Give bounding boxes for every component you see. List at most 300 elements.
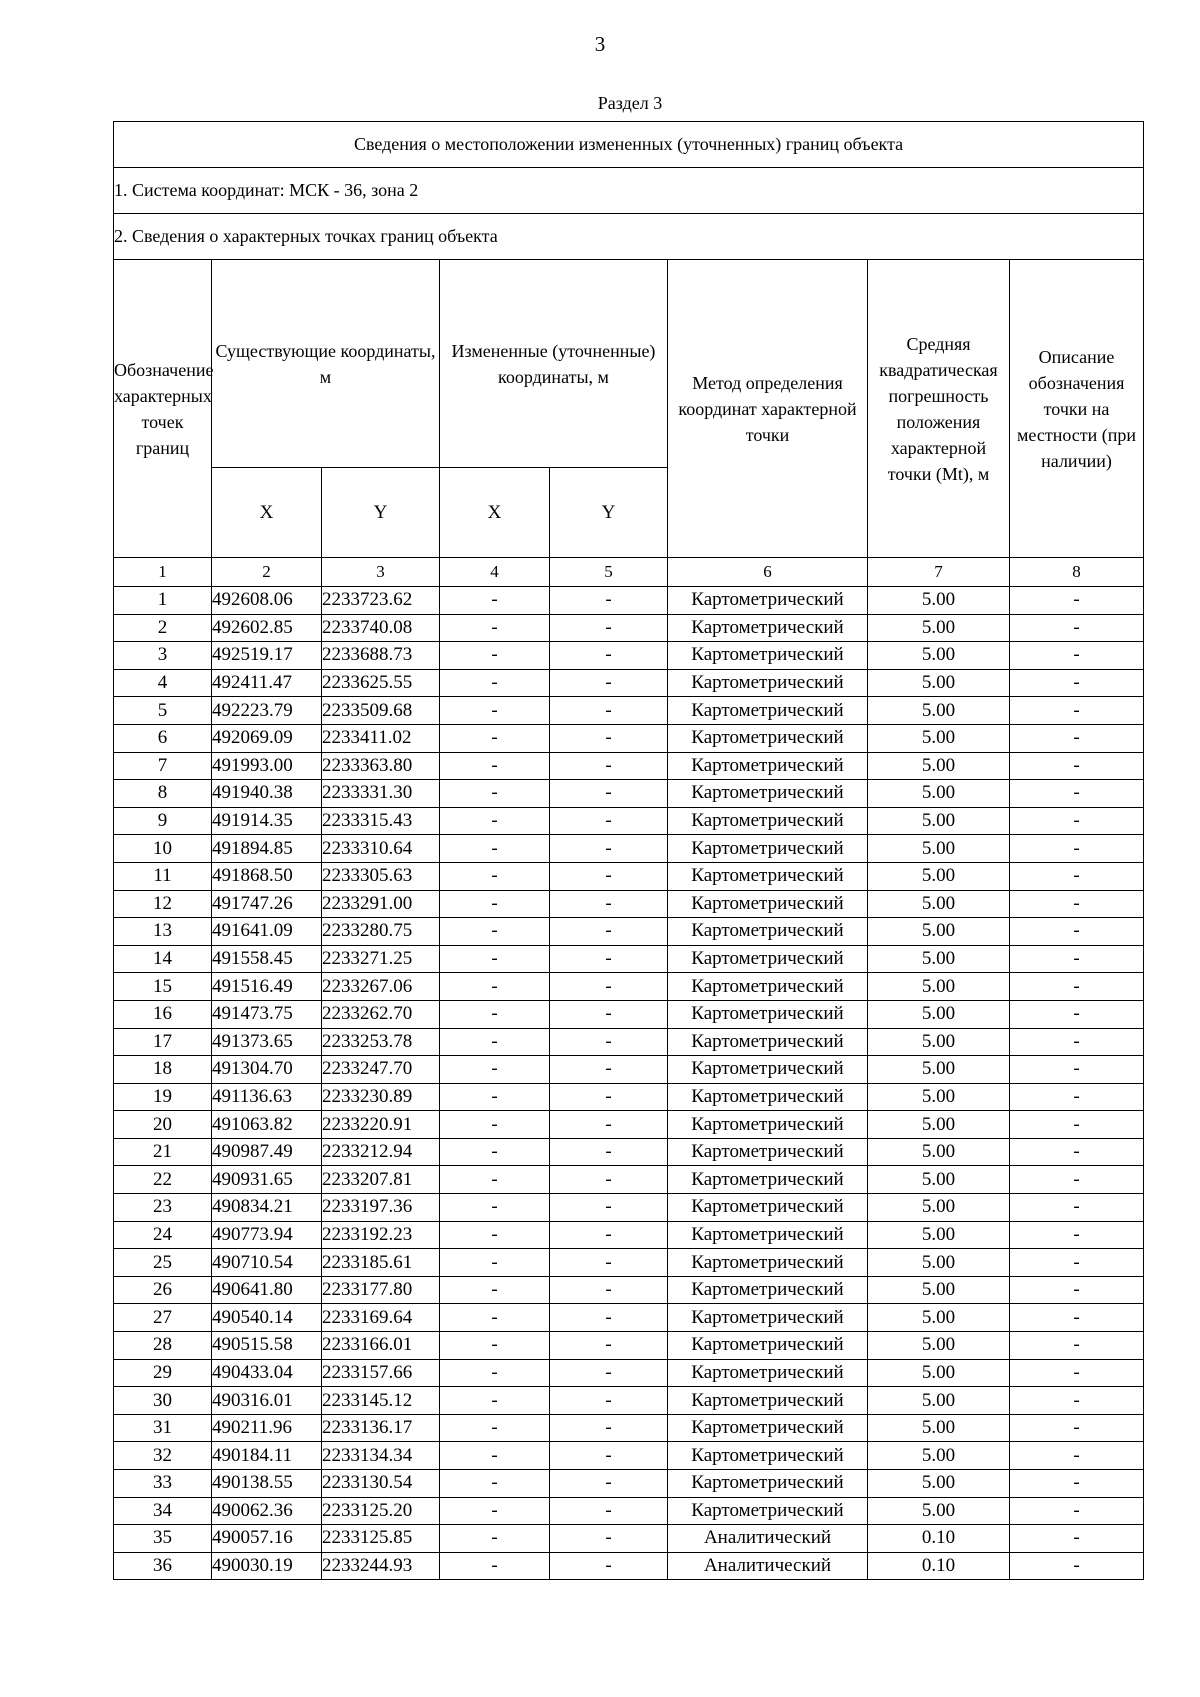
cell-existing-y: 2233271.25 bbox=[322, 945, 440, 973]
cell-point-number: 29 bbox=[114, 1359, 212, 1387]
cell-existing-x: 492608.06 bbox=[212, 587, 322, 615]
cell-changed-x: - bbox=[440, 1552, 550, 1580]
cell-description: - bbox=[1010, 614, 1144, 642]
cell-mean-error: 5.00 bbox=[868, 973, 1010, 1001]
cell-description: - bbox=[1010, 752, 1144, 780]
page-number: 3 bbox=[594, 32, 606, 56]
cell-changed-y: - bbox=[550, 1497, 668, 1525]
table-row bbox=[114, 835, 1144, 863]
cell-method: Картометрический bbox=[668, 1083, 868, 1111]
header-changed-coordinates: Измененные (уточненные) координаты, м bbox=[440, 260, 668, 468]
cell-existing-y: 2233411.02 bbox=[322, 724, 440, 752]
cell-method: Картометрический bbox=[668, 862, 868, 890]
table-row bbox=[114, 973, 1144, 1001]
cell-mean-error: 5.00 bbox=[868, 807, 1010, 835]
cell-changed-x: - bbox=[440, 945, 550, 973]
cell-changed-x: - bbox=[440, 918, 550, 946]
cell-changed-x: - bbox=[440, 835, 550, 863]
cell-changed-x: - bbox=[440, 973, 550, 1001]
cell-changed-y: - bbox=[550, 587, 668, 615]
cell-changed-x: - bbox=[440, 587, 550, 615]
cell-point-number: 15 bbox=[114, 973, 212, 1001]
cell-description: - bbox=[1010, 1442, 1144, 1470]
table-row bbox=[114, 1276, 1144, 1304]
cell-mean-error: 5.00 bbox=[868, 642, 1010, 670]
cell-changed-x: - bbox=[440, 1414, 550, 1442]
cell-description: - bbox=[1010, 835, 1144, 863]
cell-changed-y: - bbox=[550, 973, 668, 1001]
cell-description: - bbox=[1010, 1221, 1144, 1249]
cell-changed-y: - bbox=[550, 1221, 668, 1249]
cell-method: Картометрический bbox=[668, 1414, 868, 1442]
cell-changed-y: - bbox=[550, 1194, 668, 1222]
header-row-1 bbox=[114, 260, 1144, 468]
cell-existing-y: 2233247.70 bbox=[322, 1056, 440, 1084]
cell-method: Картометрический bbox=[668, 752, 868, 780]
cell-mean-error: 5.00 bbox=[868, 1166, 1010, 1194]
cell-changed-y: - bbox=[550, 752, 668, 780]
cell-existing-y: 2233192.23 bbox=[322, 1221, 440, 1249]
cell-changed-y: - bbox=[550, 669, 668, 697]
table-row bbox=[114, 1304, 1144, 1332]
table-row bbox=[114, 614, 1144, 642]
cell-point-number: 18 bbox=[114, 1056, 212, 1084]
cell-method: Картометрический bbox=[668, 724, 868, 752]
cell-point-number: 11 bbox=[114, 862, 212, 890]
cell-description: - bbox=[1010, 724, 1144, 752]
cell-point-number: 34 bbox=[114, 1497, 212, 1525]
cell-changed-y: - bbox=[550, 1470, 668, 1498]
cell-point-number: 32 bbox=[114, 1442, 212, 1470]
cell-existing-y: 2233253.78 bbox=[322, 1028, 440, 1056]
cell-changed-x: - bbox=[440, 1166, 550, 1194]
column-numbers-row bbox=[114, 558, 1144, 587]
cell-existing-x: 490316.01 bbox=[212, 1387, 322, 1415]
cell-description: - bbox=[1010, 1166, 1144, 1194]
cell-changed-x: - bbox=[440, 1470, 550, 1498]
cell-description: - bbox=[1010, 1138, 1144, 1166]
cell-mean-error: 5.00 bbox=[868, 587, 1010, 615]
cell-description: - bbox=[1010, 1470, 1144, 1498]
cell-existing-x: 491940.38 bbox=[212, 780, 322, 808]
cell-existing-x: 490057.16 bbox=[212, 1525, 322, 1553]
cell-changed-x: - bbox=[440, 1525, 550, 1553]
cell-mean-error: 0.10 bbox=[868, 1552, 1010, 1580]
cell-existing-y: 2233262.70 bbox=[322, 1000, 440, 1028]
cell-existing-x: 490515.58 bbox=[212, 1332, 322, 1360]
cell-existing-x: 492519.17 bbox=[212, 642, 322, 670]
cell-description: - bbox=[1010, 918, 1144, 946]
cell-changed-x: - bbox=[440, 862, 550, 890]
cell-point-number: 2 bbox=[114, 614, 212, 642]
cell-method: Картометрический bbox=[668, 669, 868, 697]
cell-method: Картометрический bbox=[668, 1166, 868, 1194]
cell-point-number: 33 bbox=[114, 1470, 212, 1498]
header-existing-x: X bbox=[212, 468, 322, 558]
cell-existing-x: 492602.85 bbox=[212, 614, 322, 642]
cell-mean-error: 5.00 bbox=[868, 918, 1010, 946]
cell-existing-y: 2233157.66 bbox=[322, 1359, 440, 1387]
cell-existing-x: 490641.80 bbox=[212, 1276, 322, 1304]
cell-existing-y: 2233305.63 bbox=[322, 862, 440, 890]
cell-method: Картометрический bbox=[668, 587, 868, 615]
cell-mean-error: 5.00 bbox=[868, 1083, 1010, 1111]
cell-existing-y: 2233509.68 bbox=[322, 697, 440, 725]
cell-method: Картометрический bbox=[668, 1359, 868, 1387]
cell-method: Картометрический bbox=[668, 1276, 868, 1304]
cell-changed-y: - bbox=[550, 697, 668, 725]
cell-description: - bbox=[1010, 807, 1144, 835]
cell-point-number: 7 bbox=[114, 752, 212, 780]
cell-mean-error: 0.10 bbox=[868, 1525, 1010, 1553]
cell-existing-y: 2233125.20 bbox=[322, 1497, 440, 1525]
cell-mean-error: 5.00 bbox=[868, 1304, 1010, 1332]
table-title: Сведения о местоположении измененных (уточненных) границ объекта bbox=[114, 122, 1144, 168]
cell-changed-x: - bbox=[440, 1276, 550, 1304]
header-changed-y: Y bbox=[550, 468, 668, 558]
cell-changed-y: - bbox=[550, 918, 668, 946]
table-row bbox=[114, 1111, 1144, 1139]
table-row bbox=[114, 1000, 1144, 1028]
cell-changed-x: - bbox=[440, 1138, 550, 1166]
table-row bbox=[114, 1387, 1144, 1415]
cell-changed-y: - bbox=[550, 1083, 668, 1111]
table-row bbox=[114, 890, 1144, 918]
cell-description: - bbox=[1010, 1332, 1144, 1360]
cell-existing-x: 491993.00 bbox=[212, 752, 322, 780]
table-row bbox=[114, 1497, 1144, 1525]
table-row bbox=[114, 807, 1144, 835]
cell-existing-y: 2233723.62 bbox=[322, 587, 440, 615]
cell-point-number: 25 bbox=[114, 1249, 212, 1277]
points-heading-row bbox=[114, 214, 1144, 260]
table-row bbox=[114, 1442, 1144, 1470]
cell-changed-y: - bbox=[550, 835, 668, 863]
cell-existing-x: 490834.21 bbox=[212, 1194, 322, 1222]
table-row bbox=[114, 862, 1144, 890]
table-row bbox=[114, 1414, 1144, 1442]
cell-mean-error: 5.00 bbox=[868, 1442, 1010, 1470]
table-row bbox=[114, 724, 1144, 752]
cell-existing-x: 491063.82 bbox=[212, 1111, 322, 1139]
cell-changed-y: - bbox=[550, 724, 668, 752]
cell-existing-x: 491136.63 bbox=[212, 1083, 322, 1111]
cell-point-number: 5 bbox=[114, 697, 212, 725]
cell-method: Картометрический bbox=[668, 890, 868, 918]
column-number: 5 bbox=[550, 558, 668, 587]
cell-point-number: 16 bbox=[114, 1000, 212, 1028]
cell-method: Картометрический bbox=[668, 780, 868, 808]
cell-changed-x: - bbox=[440, 890, 550, 918]
cell-description: - bbox=[1010, 1111, 1144, 1139]
table-row bbox=[114, 1028, 1144, 1056]
cell-existing-x: 490773.94 bbox=[212, 1221, 322, 1249]
cell-point-number: 21 bbox=[114, 1138, 212, 1166]
cell-existing-x: 491516.49 bbox=[212, 973, 322, 1001]
cell-mean-error: 5.00 bbox=[868, 1332, 1010, 1360]
cell-existing-x: 491914.35 bbox=[212, 807, 322, 835]
table-row bbox=[114, 1552, 1144, 1580]
cell-point-number: 35 bbox=[114, 1525, 212, 1553]
cell-method: Картометрический bbox=[668, 1470, 868, 1498]
cell-changed-x: - bbox=[440, 642, 550, 670]
cell-method: Картометрический bbox=[668, 1056, 868, 1084]
column-number: 2 bbox=[212, 558, 322, 587]
cell-existing-y: 2233207.81 bbox=[322, 1166, 440, 1194]
column-number: 3 bbox=[322, 558, 440, 587]
coordinate-system: 1. Система координат: МСК - 36, зона 2 bbox=[114, 168, 1144, 214]
cell-changed-x: - bbox=[440, 1304, 550, 1332]
column-number: 4 bbox=[440, 558, 550, 587]
table-row bbox=[114, 1332, 1144, 1360]
table-row bbox=[114, 669, 1144, 697]
cell-changed-y: - bbox=[550, 862, 668, 890]
cell-point-number: 30 bbox=[114, 1387, 212, 1415]
cell-changed-x: - bbox=[440, 780, 550, 808]
cell-existing-y: 2233267.06 bbox=[322, 973, 440, 1001]
cell-existing-y: 2233197.36 bbox=[322, 1194, 440, 1222]
cell-point-number: 1 bbox=[114, 587, 212, 615]
cell-changed-x: - bbox=[440, 1083, 550, 1111]
table-row bbox=[114, 1525, 1144, 1553]
cell-point-number: 12 bbox=[114, 890, 212, 918]
table-row bbox=[114, 642, 1144, 670]
cell-description: - bbox=[1010, 1276, 1144, 1304]
header-existing-y: Y bbox=[322, 468, 440, 558]
cell-mean-error: 5.00 bbox=[868, 669, 1010, 697]
cell-description: - bbox=[1010, 973, 1144, 1001]
cell-description: - bbox=[1010, 1525, 1144, 1553]
cell-method: Картометрический bbox=[668, 1138, 868, 1166]
cell-mean-error: 5.00 bbox=[868, 1414, 1010, 1442]
cell-changed-y: - bbox=[550, 780, 668, 808]
cell-method: Картометрический bbox=[668, 945, 868, 973]
cell-changed-y: - bbox=[550, 1138, 668, 1166]
cell-description: - bbox=[1010, 1056, 1144, 1084]
cell-changed-y: - bbox=[550, 1359, 668, 1387]
cell-changed-y: - bbox=[550, 807, 668, 835]
cell-method: Картометрический bbox=[668, 1028, 868, 1056]
cell-existing-y: 2233315.43 bbox=[322, 807, 440, 835]
cell-existing-y: 2233280.75 bbox=[322, 918, 440, 946]
cell-description: - bbox=[1010, 945, 1144, 973]
cell-existing-x: 490540.14 bbox=[212, 1304, 322, 1332]
cell-description: - bbox=[1010, 1000, 1144, 1028]
cell-point-number: 4 bbox=[114, 669, 212, 697]
cell-changed-x: - bbox=[440, 1194, 550, 1222]
cell-mean-error: 5.00 bbox=[868, 1249, 1010, 1277]
header-point-designation: Обозначение характерных точек границ bbox=[114, 260, 212, 558]
cell-mean-error: 5.00 bbox=[868, 1470, 1010, 1498]
cell-existing-y: 2233625.55 bbox=[322, 669, 440, 697]
cell-point-number: 8 bbox=[114, 780, 212, 808]
cell-mean-error: 5.00 bbox=[868, 1000, 1010, 1028]
cell-changed-y: - bbox=[550, 1166, 668, 1194]
cell-existing-y: 2233130.54 bbox=[322, 1470, 440, 1498]
cell-method: Аналитический bbox=[668, 1525, 868, 1553]
cell-changed-x: - bbox=[440, 1111, 550, 1139]
cell-changed-y: - bbox=[550, 1332, 668, 1360]
cell-changed-y: - bbox=[550, 1304, 668, 1332]
cell-point-number: 26 bbox=[114, 1276, 212, 1304]
cell-changed-x: - bbox=[440, 1442, 550, 1470]
cell-point-number: 19 bbox=[114, 1083, 212, 1111]
table-row bbox=[114, 1083, 1144, 1111]
cell-changed-x: - bbox=[440, 1000, 550, 1028]
column-number: 7 bbox=[868, 558, 1010, 587]
cell-mean-error: 5.00 bbox=[868, 1276, 1010, 1304]
cell-method: Картометрический bbox=[668, 614, 868, 642]
table-row bbox=[114, 587, 1144, 615]
cell-existing-x: 492069.09 bbox=[212, 724, 322, 752]
cell-changed-y: - bbox=[550, 1249, 668, 1277]
cell-mean-error: 5.00 bbox=[868, 1387, 1010, 1415]
cell-point-number: 36 bbox=[114, 1552, 212, 1580]
cell-existing-x: 491373.65 bbox=[212, 1028, 322, 1056]
table-row bbox=[114, 780, 1144, 808]
cell-changed-y: - bbox=[550, 1414, 668, 1442]
cell-existing-x: 492223.79 bbox=[212, 697, 322, 725]
cell-description: - bbox=[1010, 1552, 1144, 1580]
cell-description: - bbox=[1010, 669, 1144, 697]
cell-description: - bbox=[1010, 1028, 1144, 1056]
cell-description: - bbox=[1010, 1414, 1144, 1442]
cell-changed-x: - bbox=[440, 1221, 550, 1249]
table-row bbox=[114, 918, 1144, 946]
cell-point-number: 28 bbox=[114, 1332, 212, 1360]
cell-existing-x: 491558.45 bbox=[212, 945, 322, 973]
cell-description: - bbox=[1010, 1194, 1144, 1222]
table-row bbox=[114, 1056, 1144, 1084]
cell-point-number: 24 bbox=[114, 1221, 212, 1249]
cell-mean-error: 5.00 bbox=[868, 752, 1010, 780]
cell-existing-x: 491641.09 bbox=[212, 918, 322, 946]
cell-existing-x: 491868.50 bbox=[212, 862, 322, 890]
cell-point-number: 10 bbox=[114, 835, 212, 863]
cell-method: Картометрический bbox=[668, 1221, 868, 1249]
cell-existing-x: 491304.70 bbox=[212, 1056, 322, 1084]
cell-description: - bbox=[1010, 1249, 1144, 1277]
cell-existing-y: 2233134.34 bbox=[322, 1442, 440, 1470]
header-changed-x: X bbox=[440, 468, 550, 558]
cell-changed-y: - bbox=[550, 1028, 668, 1056]
table-row bbox=[114, 1221, 1144, 1249]
cell-point-number: 14 bbox=[114, 945, 212, 973]
boundary-points-table bbox=[113, 121, 1144, 1580]
cell-existing-x: 490138.55 bbox=[212, 1470, 322, 1498]
cell-changed-x: - bbox=[440, 752, 550, 780]
cell-mean-error: 5.00 bbox=[868, 890, 1010, 918]
cell-existing-y: 2233136.17 bbox=[322, 1414, 440, 1442]
cell-point-number: 31 bbox=[114, 1414, 212, 1442]
cell-point-number: 6 bbox=[114, 724, 212, 752]
cell-mean-error: 5.00 bbox=[868, 835, 1010, 863]
cell-existing-x: 491473.75 bbox=[212, 1000, 322, 1028]
table-title-row bbox=[114, 122, 1144, 168]
cell-mean-error: 5.00 bbox=[868, 697, 1010, 725]
cell-changed-y: - bbox=[550, 1276, 668, 1304]
cell-mean-error: 5.00 bbox=[868, 780, 1010, 808]
cell-changed-y: - bbox=[550, 1000, 668, 1028]
cell-changed-x: - bbox=[440, 1359, 550, 1387]
cell-existing-y: 2233230.89 bbox=[322, 1083, 440, 1111]
cell-existing-y: 2233166.01 bbox=[322, 1332, 440, 1360]
cell-changed-x: - bbox=[440, 1028, 550, 1056]
cell-existing-y: 2233244.93 bbox=[322, 1552, 440, 1580]
cell-method: Аналитический bbox=[668, 1552, 868, 1580]
cell-method: Картометрический bbox=[668, 1497, 868, 1525]
cell-changed-x: - bbox=[440, 1056, 550, 1084]
cell-changed-y: - bbox=[550, 1387, 668, 1415]
cell-method: Картометрический bbox=[668, 1387, 868, 1415]
cell-existing-y: 2233177.80 bbox=[322, 1276, 440, 1304]
cell-existing-y: 2233363.80 bbox=[322, 752, 440, 780]
cell-mean-error: 5.00 bbox=[868, 1359, 1010, 1387]
cell-point-number: 13 bbox=[114, 918, 212, 946]
cell-method: Картометрический bbox=[668, 1332, 868, 1360]
table-row bbox=[114, 1194, 1144, 1222]
cell-mean-error: 5.00 bbox=[868, 1497, 1010, 1525]
table-row bbox=[114, 1470, 1144, 1498]
cell-point-number: 23 bbox=[114, 1194, 212, 1222]
cell-changed-y: - bbox=[550, 1056, 668, 1084]
cell-changed-y: - bbox=[550, 1552, 668, 1580]
cell-mean-error: 5.00 bbox=[868, 1028, 1010, 1056]
section-label: Раздел 3 bbox=[597, 93, 663, 113]
header-method: Метод определения координат характерной точки bbox=[668, 260, 868, 558]
cell-existing-y: 2233185.61 bbox=[322, 1249, 440, 1277]
cell-existing-x: 490030.19 bbox=[212, 1552, 322, 1580]
cell-changed-y: - bbox=[550, 642, 668, 670]
column-number: 8 bbox=[1010, 558, 1144, 587]
cell-existing-x: 490062.36 bbox=[212, 1497, 322, 1525]
coordinate-system-row bbox=[114, 168, 1144, 214]
cell-existing-x: 490211.96 bbox=[212, 1414, 322, 1442]
cell-existing-x: 490987.49 bbox=[212, 1138, 322, 1166]
cell-existing-y: 2233291.00 bbox=[322, 890, 440, 918]
cell-existing-y: 2233125.85 bbox=[322, 1525, 440, 1553]
cell-method: Картометрический bbox=[668, 835, 868, 863]
cell-existing-y: 2233688.73 bbox=[322, 642, 440, 670]
cell-changed-x: - bbox=[440, 1497, 550, 1525]
cell-existing-y: 2233220.91 bbox=[322, 1111, 440, 1139]
cell-changed-y: - bbox=[550, 1111, 668, 1139]
cell-existing-x: 490184.11 bbox=[212, 1442, 322, 1470]
table-row bbox=[114, 945, 1144, 973]
cell-description: - bbox=[1010, 1083, 1144, 1111]
cell-method: Картометрический bbox=[668, 1249, 868, 1277]
cell-point-number: 3 bbox=[114, 642, 212, 670]
table-row bbox=[114, 1249, 1144, 1277]
cell-method: Картометрический bbox=[668, 918, 868, 946]
cell-changed-x: - bbox=[440, 807, 550, 835]
cell-changed-x: - bbox=[440, 614, 550, 642]
cell-changed-y: - bbox=[550, 1525, 668, 1553]
cell-method: Картометрический bbox=[668, 1442, 868, 1470]
cell-changed-x: - bbox=[440, 697, 550, 725]
points-heading: 2. Сведения о характерных точках границ объекта bbox=[114, 214, 1144, 260]
cell-description: - bbox=[1010, 862, 1144, 890]
cell-changed-y: - bbox=[550, 890, 668, 918]
cell-method: Картометрический bbox=[668, 1304, 868, 1332]
cell-description: - bbox=[1010, 642, 1144, 670]
cell-description: - bbox=[1010, 1497, 1144, 1525]
cell-method: Картометрический bbox=[668, 1000, 868, 1028]
cell-method: Картометрический bbox=[668, 642, 868, 670]
cell-method: Картометрический bbox=[668, 1111, 868, 1139]
cell-changed-y: - bbox=[550, 1442, 668, 1470]
cell-method: Картометрический bbox=[668, 807, 868, 835]
